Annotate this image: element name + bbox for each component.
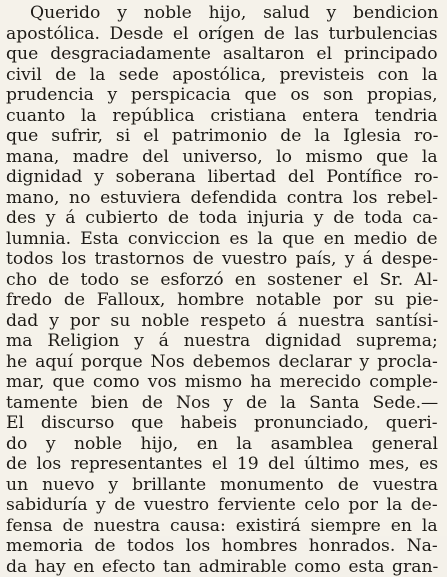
- text-line-24: un nuevo y brillante monumento de vuestra: [6, 475, 438, 496]
- text-line-11: des y á cubierto de toda injuria y de toda ca-: [6, 208, 438, 229]
- text-line-25: sabiduría y de vuestro ferviente celo por la de-: [6, 495, 438, 516]
- body-text: [6, 3, 438, 577]
- text-line-5: prudencia y perspicacia que os son propias,: [6, 85, 438, 106]
- text-line-18: he aquí porque Nos debemos declarar y procla-: [6, 352, 438, 373]
- text-line-20: tamente bien de Nos y de la Santa Sede.—: [6, 393, 438, 414]
- text-line-1: Querido y noble hijo, salud y bendicion: [6, 3, 438, 24]
- text-line-28: da hay en efecto tan admirable como esta gran-: [6, 557, 438, 577]
- text-line-9: dignidad y soberana libertad del Pontífice ro-: [6, 167, 438, 188]
- text-line-15: fredo de Falloux, hombre notable por su pie-: [6, 290, 438, 311]
- text-line-8: mana, madre del universo, lo mismo que la: [6, 147, 438, 168]
- text-line-23: de los representantes el 19 del último mes, es: [6, 454, 438, 475]
- text-line-12: lumnia. Esta conviccion es la que en medio de: [6, 229, 438, 250]
- text-line-21: El discurso que habeis pronunciado, queri-: [6, 413, 438, 434]
- text-line-16: dad y por su noble respeto á nuestra santísi-: [6, 311, 438, 332]
- text-line-7: que sufrir, si el patrimonio de la Iglesia ro-: [6, 126, 438, 147]
- text-line-19: mar, que como vos mismo ha merecido comple-: [6, 372, 438, 393]
- text-line-3: que desgraciadamente asaltaron el principado: [6, 44, 438, 65]
- text-line-2: apostólica. Desde el orígen de las turbulencias: [6, 24, 438, 45]
- text-line-10: mano, no estuviera defendida contra los rebel-: [6, 188, 438, 209]
- text-line-27: memoria de todos los hombres honrados. Na-: [6, 536, 438, 557]
- text-line-17: ma Religion y á nuestra dignidad suprema;: [6, 331, 438, 352]
- text-line-14: cho de todo se esforzó en sostener el Sr. Al-: [6, 270, 438, 291]
- text-line-13: todos los trastornos de vuestro país, y á despe-: [6, 249, 438, 270]
- text-line-22: do y noble hijo, en la asamblea general: [6, 434, 438, 455]
- text-line-4: civil de la sede apostólica, previsteis con la: [6, 65, 438, 86]
- text-line-6: cuanto la república cristiana entera tendria: [6, 106, 438, 127]
- text-line-26: fensa de nuestra causa: existirá siempre en la: [6, 516, 438, 537]
